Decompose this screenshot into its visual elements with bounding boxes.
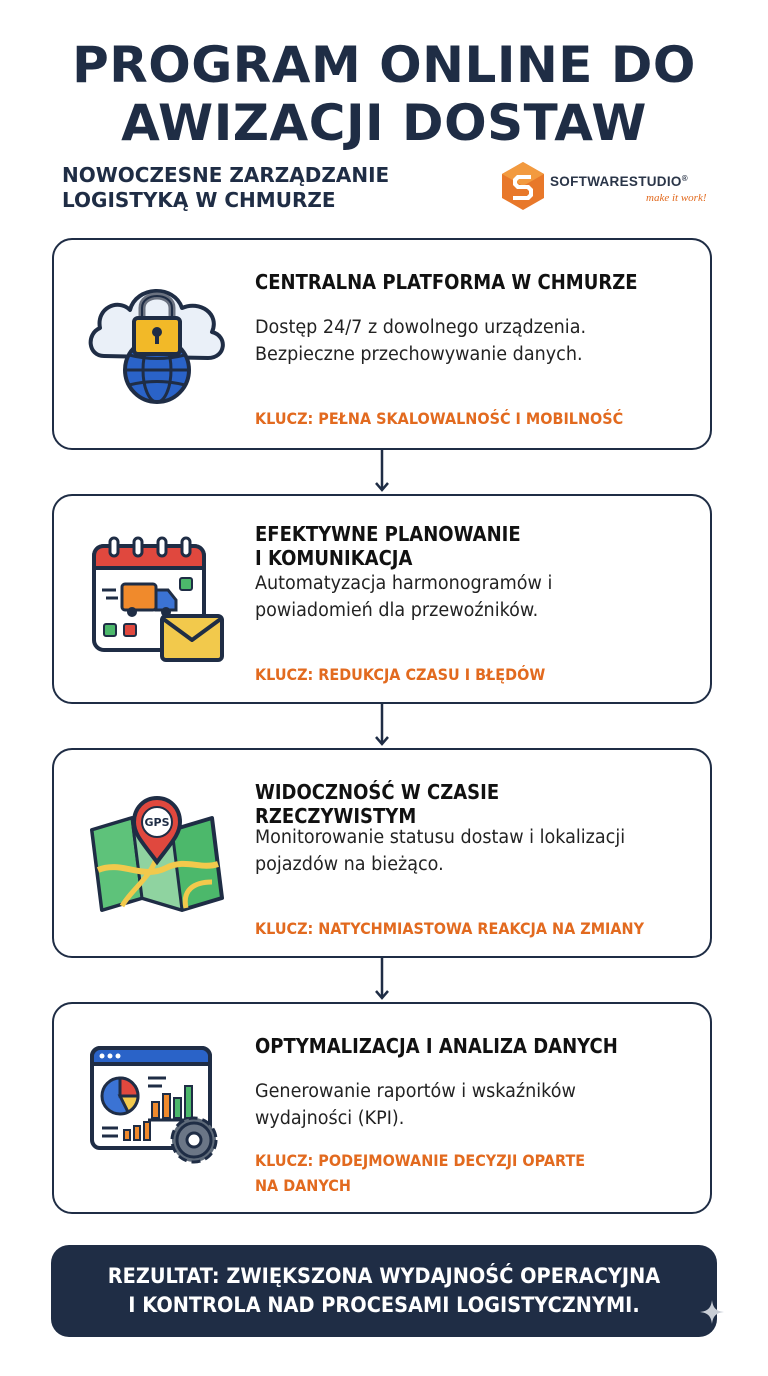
logo-registered-mark: ® bbox=[681, 174, 688, 183]
card-title-line-1: CENTRALNA PLATFORMA W CHMURZE bbox=[255, 270, 638, 294]
card-key-line-1: KLUCZ: PEŁNA SKALOWALNOŚĆ I MOBILNOŚĆ bbox=[255, 409, 624, 428]
result-line-2: I KONTROLA NAD PROCESAMI LOGISTYCZNYMI. bbox=[128, 1293, 640, 1317]
card-title bbox=[255, 270, 660, 294]
gps-label: GPS bbox=[144, 816, 170, 829]
feature-card-analytics bbox=[52, 1002, 712, 1214]
card-key-point bbox=[255, 916, 669, 941]
card-description bbox=[255, 314, 683, 368]
feature-card-cloud-platform bbox=[52, 238, 712, 450]
calendar-truck-envelope-icon bbox=[82, 536, 232, 666]
card-key-line-1: KLUCZ: REDUKCJA CZASU I BŁĘDÓW bbox=[255, 665, 546, 684]
card-title bbox=[255, 522, 660, 570]
title-line-1: PROGRAM ONLINE DO bbox=[72, 36, 696, 94]
card-description bbox=[255, 1078, 683, 1132]
card-title-line-1: EFEKTYWNE PLANOWANIE bbox=[255, 522, 521, 546]
analytics-dashboard-gear-icon bbox=[82, 1044, 232, 1174]
card-desc-line-1: Generowanie raportów i wskaźników bbox=[255, 1081, 576, 1102]
card-desc-line-2: Bezpieczne przechowywanie danych. bbox=[255, 344, 583, 365]
card-key-point bbox=[255, 662, 669, 687]
card-desc-line-1: Monitorowanie statusu dostaw i lokalizacji bbox=[255, 827, 626, 848]
softwarestudio-logo bbox=[500, 160, 720, 212]
title-line-2: AWIZACJI DOSTAW bbox=[121, 94, 647, 152]
flow-arrow-icon bbox=[374, 450, 390, 496]
page-subtitle bbox=[62, 163, 482, 213]
card-key-line-1: KLUCZ: PODEJMOWANIE DECYZJI OPARTE bbox=[255, 1151, 586, 1170]
subtitle-line-1: NOWOCZESNE ZARZĄDZANIE bbox=[62, 163, 390, 187]
logo-mark-icon bbox=[500, 160, 546, 212]
card-desc-line-2: powiadomień dla przewoźników. bbox=[255, 600, 539, 621]
card-title-line-2: I KOMUNIKACJA bbox=[255, 546, 413, 570]
page-title bbox=[0, 36, 768, 152]
card-key-line-1: KLUCZ: NATYCHMIASTOWA REAKCJA NA ZMIANY bbox=[255, 919, 645, 938]
result-banner bbox=[51, 1245, 717, 1337]
card-key-point bbox=[255, 406, 669, 431]
result-text bbox=[78, 1262, 691, 1320]
logo-tagline: make it work! bbox=[646, 192, 707, 204]
card-key-point bbox=[255, 1148, 669, 1198]
card-desc-line-1: Automatyzacja harmonogramów i bbox=[255, 573, 553, 594]
gps-map-icon bbox=[82, 790, 232, 920]
card-title-line-1: OPTYMALIZACJA I ANALIZA DANYCH bbox=[255, 1034, 618, 1058]
flow-arrow-icon bbox=[374, 958, 390, 1004]
card-title-line-1: WIDOCZNOŚĆ W CZASIE RZECZYWISTYM bbox=[255, 780, 500, 828]
card-desc-line-2: wydajności (KPI). bbox=[255, 1108, 405, 1129]
card-title bbox=[255, 1034, 660, 1058]
logo-name-studio: STUDIO bbox=[628, 174, 682, 189]
cloud-lock-globe-icon bbox=[82, 278, 232, 408]
card-key-line-2: NA DANYCH bbox=[255, 1176, 351, 1195]
card-desc-line-2: pojazdów na bieżąco. bbox=[255, 854, 444, 875]
card-title bbox=[255, 780, 660, 828]
card-description bbox=[255, 570, 683, 624]
logo-name-software: SOFTWARE bbox=[550, 174, 629, 189]
flow-arrow-icon bbox=[374, 704, 390, 750]
logo-wordmark bbox=[550, 174, 688, 189]
result-line-1: REZULTAT: ZWIĘKSZONA WYDAJNOŚĆ OPERACYJNA bbox=[107, 1264, 661, 1288]
feature-card-planning bbox=[52, 494, 712, 704]
card-desc-line-1: Dostęp 24/7 z dowolnego urządzenia. bbox=[255, 317, 587, 338]
card-description bbox=[255, 824, 683, 878]
subtitle-line-2: LOGISTYKĄ W CHMURZE bbox=[62, 188, 336, 212]
sparkle-icon bbox=[700, 1300, 724, 1324]
feature-card-visibility bbox=[52, 748, 712, 958]
